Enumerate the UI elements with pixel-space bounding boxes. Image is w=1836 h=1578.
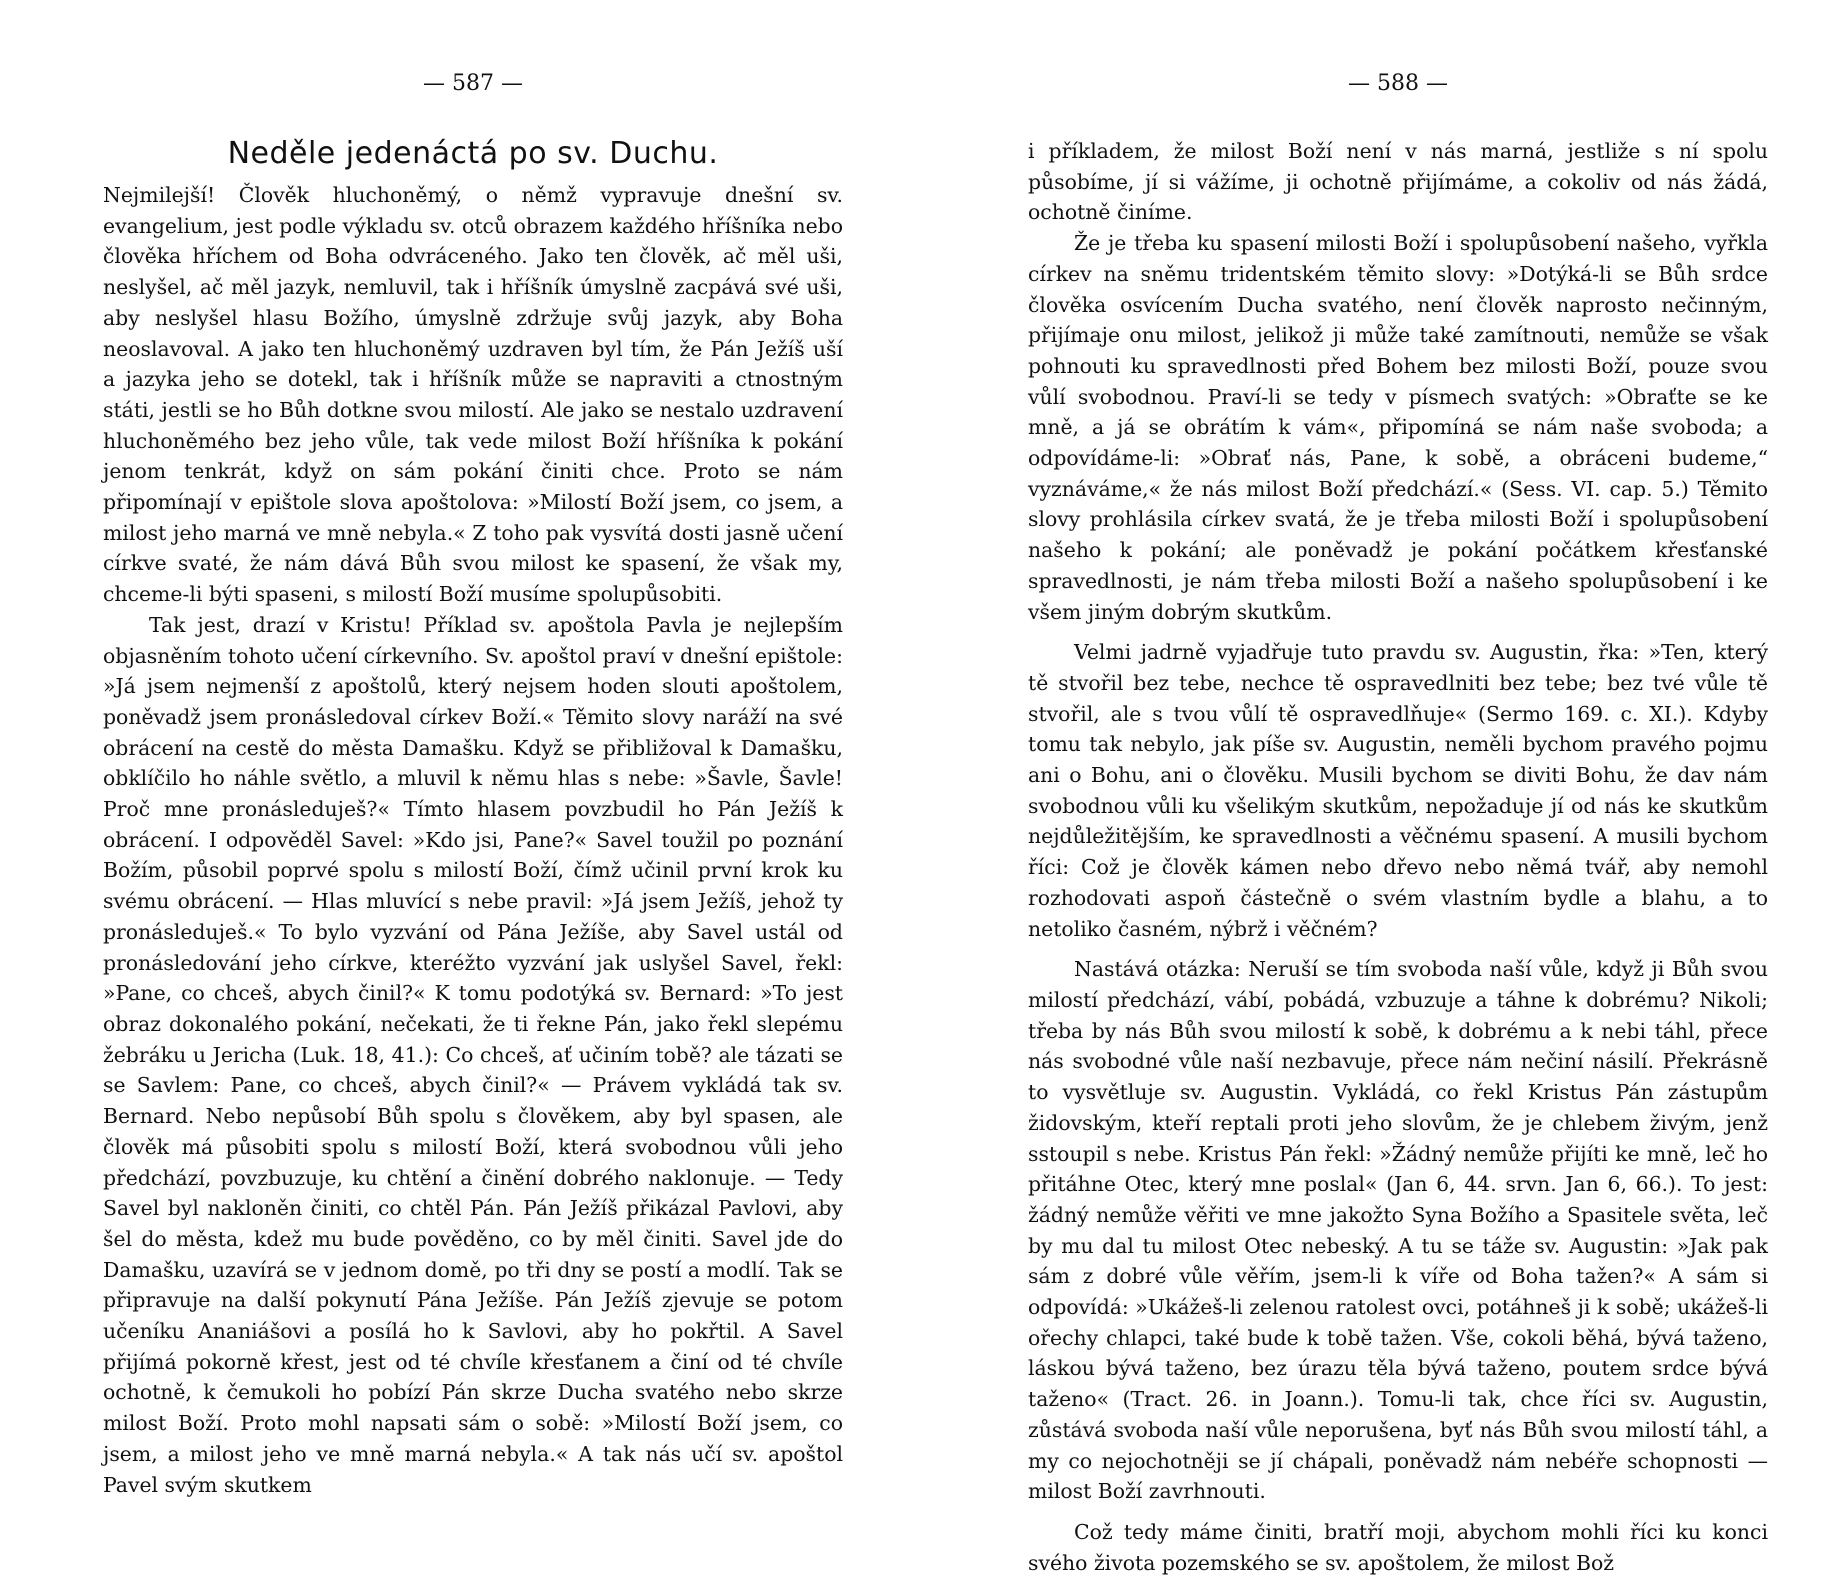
left-page [103, 70, 843, 1500]
page-number: — 587 — [423, 71, 523, 96]
paragraph: Velmi jadrně vyjadřuje tuto pravdu sv. Augustin, řka: »Ten, který tě stvořil bez tebe, nechce tě ospravedlniti bez tebe; bez tvé vůle tě stvořil, ale s tvou vůlí tě ospravedlňuje« (Sermo 169. c. XI.). Kdyby tomu tak nebylo, jak píše sv. Augustin, neměli bychom pravého pojmu ani o Bohu, ani o člověku. Musili bychom se diviti Bohu, že dav nám svobodnou vůli ku všelikým skutkům, nepožaduje jí od nás ke skutkům nejdůležitějším, ke spravedlnosti a věčnému spasení. A musili bychom říci: Což je člověk kámen nebo dřevo nebo němá tvář, aby nemohl rozhodovati aspoň částečně o svém vlastním bydle a blahu, a to netoliko časném, nýbrž i věčném? [1028, 640, 1768, 941]
paragraph: Což tedy máme činiti, bratří moji, abychom mohli říci ku konci svého života pozemského se sv. apoštolem, že milost Bož [1028, 1519, 1768, 1575]
paragraph: Nejmilejší! Člověk hluchoněmý, o němž vypravuje dnešní sv. evangelium, jest podle výkladu sv. otců obrazem každého hříšníka nebo člověka hříchem od Boha odvráceného. Jako ten člověk, ač měl uši, neslyšel, ač měl jazyk, nemluvil, tak i hříšník úmyslně zacpává své uši, aby neslyšel hlasu Božího, úmyslně zdržuje svůj jazyk, aby Boha neoslavoval. A jako ten hluchoněmý uzdraven byl tím, že Pán Ježíš uší a jazyka jeho se dotekl, tak i hříšník může se napraviti a ctnostným státi, jestli se ho Bůh dotkne svou milostí. Ale jako se nestalo uzdravení hluchoněmého bez jeho vůle, tak vede milost Boží hříšníka k pokání jenom tenkrát, když on sám pokání činiti chce. Proto se nám připomínají v epištole slova apoštolova: »Milostí Boží jsem, co jsem, a milost jeho marná ve mně nebyla.« Z toho pak vysvítá dosti jasně učení církve svaté, že nám dává Bůh svou milost ke spasení, že však my, chceme-li býti spaseni, s milostí Boží musíme spolupůsobiti. [103, 183, 843, 607]
paragraph: Nastává otázka: Neruší se tím svoboda naší vůle, když ji Bůh svou milostí předchází, vábí, pobádá, vzbuzuje a táhne k dobrému? Nikoli; třeba by nás Bůh svou milostí k sobě, k dobrému a k nebi táhl, přece nás svobodné vůle naší nezbavuje, přece nám nečiní násilí. Překrásně to vysvětluje sv. Augustin. Vykládá, co řekl Kristus Pán zástupům židovským, kteří reptali proti jeho slovům, že je chlebem živým, jenž sstoupil s nebe. Kristus Pán řekl: »Žádný nemůže přijíti ke mně, leč ho přitáhne Otec, který mne poslal« (Jan 6, 44. srvn. Jan 6, 66.). To jest: žádný nemůže věřiti ve mne jakožto Syna Božího a Spasitele světa, leč by mu dal tu milost Otec nebeský. A tu se táže sv. Augustin: »Jak pak sám z dobré vůle věřím, jsem-li k víře od Boha tažen?« A sám si odpovídá: »Ukážeš-li zelenou ratolest ovci, potáhneš ji k sobě; ukážeš-li ořechy chlapci, také bude k tobě tažen. Vše, cokoli běhá, bývá taženo, láskou bývá taženo, bez úrazu těla bývá taženo, poutem srdce bývá taženo« (Tract. 26. in Joann.). Tomu-li tak, chce říci sv. Augustin, zůstává svoboda naší vůle neporušena, byť nás Bůh svou milostí táhl, a my co nejochotněji se jí chápali, poněvadž nám nebéře schopnosti — milost Boží zavrhnouti. [1028, 957, 1768, 1504]
chapter-heading: Neděle jedenáctá po sv. Duchu. [227, 136, 719, 171]
right-page [1028, 70, 1768, 1578]
paragraph: Tak jest, drazí v Kristu! Příklad sv. apoštola Pavla je nejlepším objasněním tohoto učení církevního. Sv. apoštol praví v dnešní epištole: »Já jsem nejmenší z apoštolů, který nejsem hoden slouti apoštolem, poněvadž jsem pronásledoval církev Boží.« Těmito slovy naráží na své obrácení na cestě do města Damašku. Když se přibližoval k Damašku, obklíčilo ho náhle světlo, a mluvil k němu hlas s nebe: »Šavle, Šavle! Proč mne pronásleduješ?« Tímto hlasem povzbudil ho Pán Ježíš k obrácení. I odpověděl Savel: »Kdo jsi, Pane?« Savel toužil po poznání Božím, působil poprvé spolu s milostí Boží, čímž učinil první krok ku svému obrácení. — Hlas mluvící s nebe pravil: »Já jsem Ježíš, jehož ty pronásleduješ.« To bylo vyzvání od Pána Ježíše, aby Savel ustál od pronásledování jeho církve, kteréžto vyzvání jak uslyšel Savel, řekl: »Pane, co chceš, abych činil?« K tomu podotýká sv. Bernard: »To jest obraz dokonalého pokání, nečekati, že ti řekne Pán, jako řekl slepému žebráku u Jericha (Luk. 18, 41.): Co chceš, ať učiním tobě? ale tázati se se Savlem: Pane, co chceš, abych činil?« — Právem vykládá tak sv. Bernard. Nebo nepůsobí Bůh spolu s člověkem, aby byl spasen, ale člověk má působiti spolu s milostí Boží, která svobodnou vůli jeho předchází, povzbuzuje, ku chtění a činění dobrého naklonuje. — Tedy Savel byl nakloněn činiti, co chtěl Pán. Pán Ježíš přikázal Pavlovi, aby šel do města, kdež mu bude pověděno, co by měl činiti. Savel jde do Damašku, uzavírá se v jednom domě, po tři dny se postí a modlí. Tak se připravuje na další pokynutí Pána Ježíše. Pán Ježíš zjevuje se potom učeníku Ananiášovi a posílá ho k Savlovi, aby ho pokřtil. A Savel přijímá pokorně křest, jest od té chvíle křesťanem a činí od té chvíle ochotně, k čemukoli ho pobízí Pán skrze Ducha svatého nebo skrze milost Boží. Proto mohl napsati sám o sobě: »Milostí Boží jsem, co jsem, a milost jeho ve mně marná nebyla.« A tak nás učí sv. apoštol Pavel svým skutkem [103, 612, 843, 1497]
paragraph: Že je třeba ku spasení milosti Boží i spolupůsobení našeho, vyřkla církev na sněmu tridentském těmito slovy: »Dotýká-li se Bůh srdce člověka osvícením Ducha svatého, není člověk naprosto nečinným, přijímaje onu milost, jelikož ji může také zamítnouti, nemůže se však pohnouti ku spravedlnosti před Bohem bez milosti Boží, pouze svou vůlí svobodnou. Praví-li se tedy v písmech svatých: »Obraťte se ke mně, a já se obrátím k vám«, připomíná se nám naše svoboda; a odpovídáme-li: »Obrať nás, Pane, k sobě, a obráceni budeme,“ vyznáváme,« že nás milost Boží předchází.« (Sess. VI. cap. 5.) Těmito slovy prohlásila církev svatá, že je třeba milosti Boží i spolupůsobení našeho k pokání; ale poněvadž je pokání počátkem křesťanské spravedlnosti, je nám třeba milosti Boží a našeho spolupůsobení i ke všem jiným dobrým skutkům. [1028, 231, 1768, 624]
page-number: — 588 — [1348, 71, 1448, 96]
paragraph: i příkladem, že milost Boží není v nás marná, jestliže s ní spolu působíme, jí si vážíme, ji ochotně přijímáme, a cokoliv od nás žádá, ochotně činíme. [1028, 139, 1768, 225]
